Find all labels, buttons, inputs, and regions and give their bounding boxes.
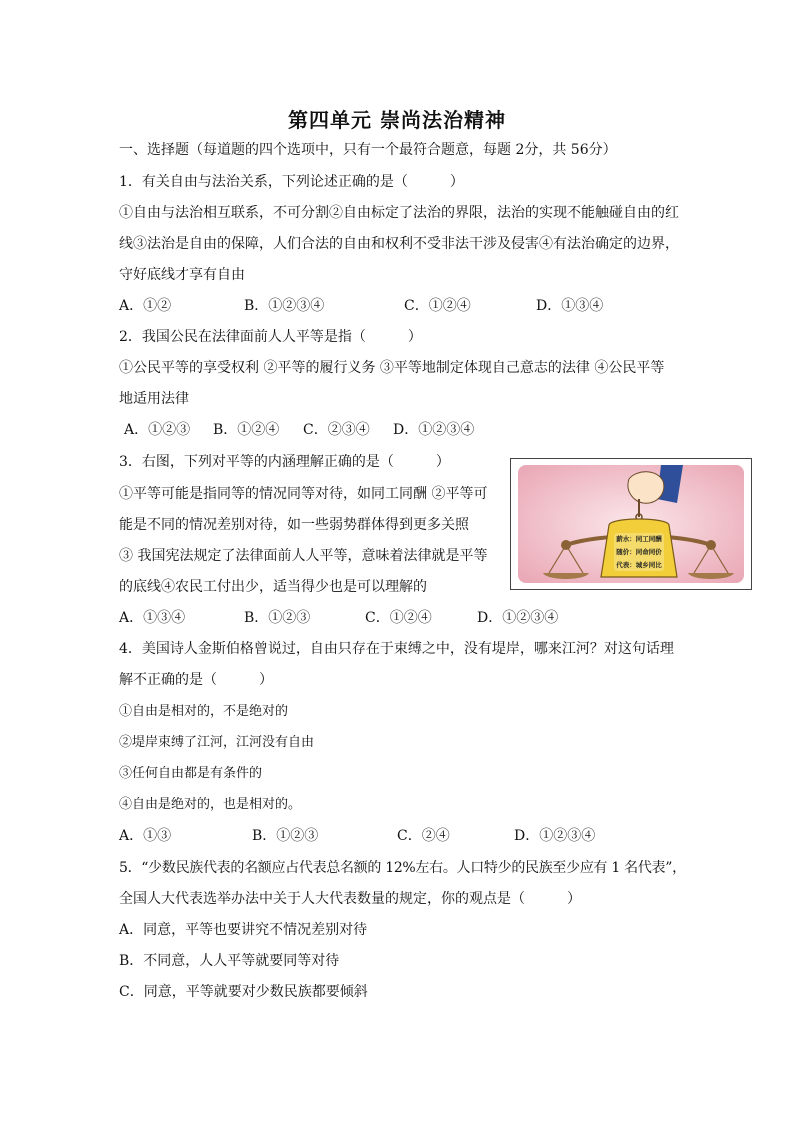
q4-body-line: ③任何自由都是有条件的	[119, 766, 263, 781]
q1-option-b[interactable]: B．①②③④	[244, 298, 325, 314]
q1-stem: 1．有关自由与法治关系，下列论述正确的是（ ）	[119, 174, 464, 190]
balance-scale-illustration	[511, 459, 751, 589]
q4-body-line: ①自由是相对的，不是绝对的	[119, 704, 289, 719]
q3-body-line: ①平等可能是指同等的情况同等对待，如同工同酬 ②平等可	[119, 486, 488, 502]
q2-option-d[interactable]: D．①②③④	[393, 422, 475, 438]
weight-label: 随价：同命同价	[616, 548, 662, 556]
q5-option-c[interactable]: C．同意，平等就要对少数民族都要倾斜	[119, 984, 368, 1000]
q5-option-a[interactable]: A．同意，平等也要讲究不情况差别对待	[119, 922, 368, 938]
q2-option-c[interactable]: C．②③④	[303, 422, 370, 438]
q5-stem: 全国人大代表选举办法中关于人大代表数量的规定，你的观点是（ ）	[119, 891, 581, 907]
q5-stem: 5．“少数民族代表的名额应占代表总名额的 12%左右。人口特少的民族至少应有 1 名代表”，	[119, 860, 686, 876]
q1-body-line: ①自由与法治相互联系，不可分割②自由标定了法治的界限，法治的实现不能触碰自由的红	[119, 205, 679, 221]
section-instruction: 一、选择题（每道题的四个选项中，只有一个最符合题意，每题 2分，共 56分）	[119, 142, 617, 158]
q2-body-line: 地适用法律	[119, 391, 189, 407]
q3-body-line: ③ 我国宪法规定了法律面前人人平等，意味着法律就是平等	[119, 548, 488, 564]
q1-option-d[interactable]: D．①③④	[536, 298, 604, 314]
q5-option-b[interactable]: B．不同意，人人平等就要同等对待	[119, 953, 340, 969]
q1-body-line: 线③法治是自由的保障，人们合法的自由和权利不受非法干涉及侵害④有法治确定的边界，	[119, 236, 679, 252]
q3-option-b[interactable]: B．①②③	[244, 610, 311, 626]
q2-body-line: ①公民平等的享受权利 ②平等的履行义务 ③平等地制定体现自己意志的法律 ④公民平等	[119, 360, 665, 376]
hand-shape	[628, 472, 664, 503]
q3-stem: 3．右图，下列对平等的内涵理解正确的是（ ）	[119, 454, 450, 470]
q4-option-d[interactable]: D．①②③④	[514, 828, 596, 844]
q3-option-a[interactable]: A．①③④	[119, 610, 186, 626]
q1-body-line: 守好底线才享有自由	[119, 267, 245, 283]
q4-body-line: ④自由是绝对的，也是相对的。	[119, 797, 302, 812]
weight-label: 薪水：同工同酬	[616, 535, 662, 543]
q4-stem: 4．美国诗人金斯伯格曾说过，自由只存在于束缚之中，没有堤岸，哪来江河？对这句话理	[119, 641, 674, 657]
q4-body-line: ②堤岸束缚了江河，江河没有自由	[119, 735, 315, 750]
q4-stem: 解不正确的是（ ）	[119, 672, 273, 688]
q3-body-line: 能是不同的情况差别对待，如一些弱势群体得到更多关照	[119, 517, 469, 533]
q4-option-c[interactable]: C．②④	[397, 828, 450, 844]
q3-option-c[interactable]: C．①②④	[365, 610, 432, 626]
q3-figure-balance-scale	[510, 458, 752, 590]
q4-option-a[interactable]: A．①③	[119, 828, 172, 844]
q2-option-a[interactable]: A．①②③	[124, 422, 191, 438]
q2-option-b[interactable]: B．①②④	[213, 422, 280, 438]
q3-option-d[interactable]: D．①②③④	[477, 610, 559, 626]
weight-label: 代表：城乡同比	[616, 561, 662, 569]
q3-body-line: 的底线④农民工付出少，适当得少也是可以理解的	[119, 579, 427, 595]
q1-option-c[interactable]: C．①②④	[404, 298, 471, 314]
page-title: 第四单元 崇尚法治精神	[288, 108, 506, 132]
q4-option-b[interactable]: B．①②③	[252, 828, 319, 844]
q2-stem: 2．我国公民在法律面前人人平等是指（ ）	[119, 329, 422, 345]
q1-option-a[interactable]: A．①②	[119, 298, 172, 314]
